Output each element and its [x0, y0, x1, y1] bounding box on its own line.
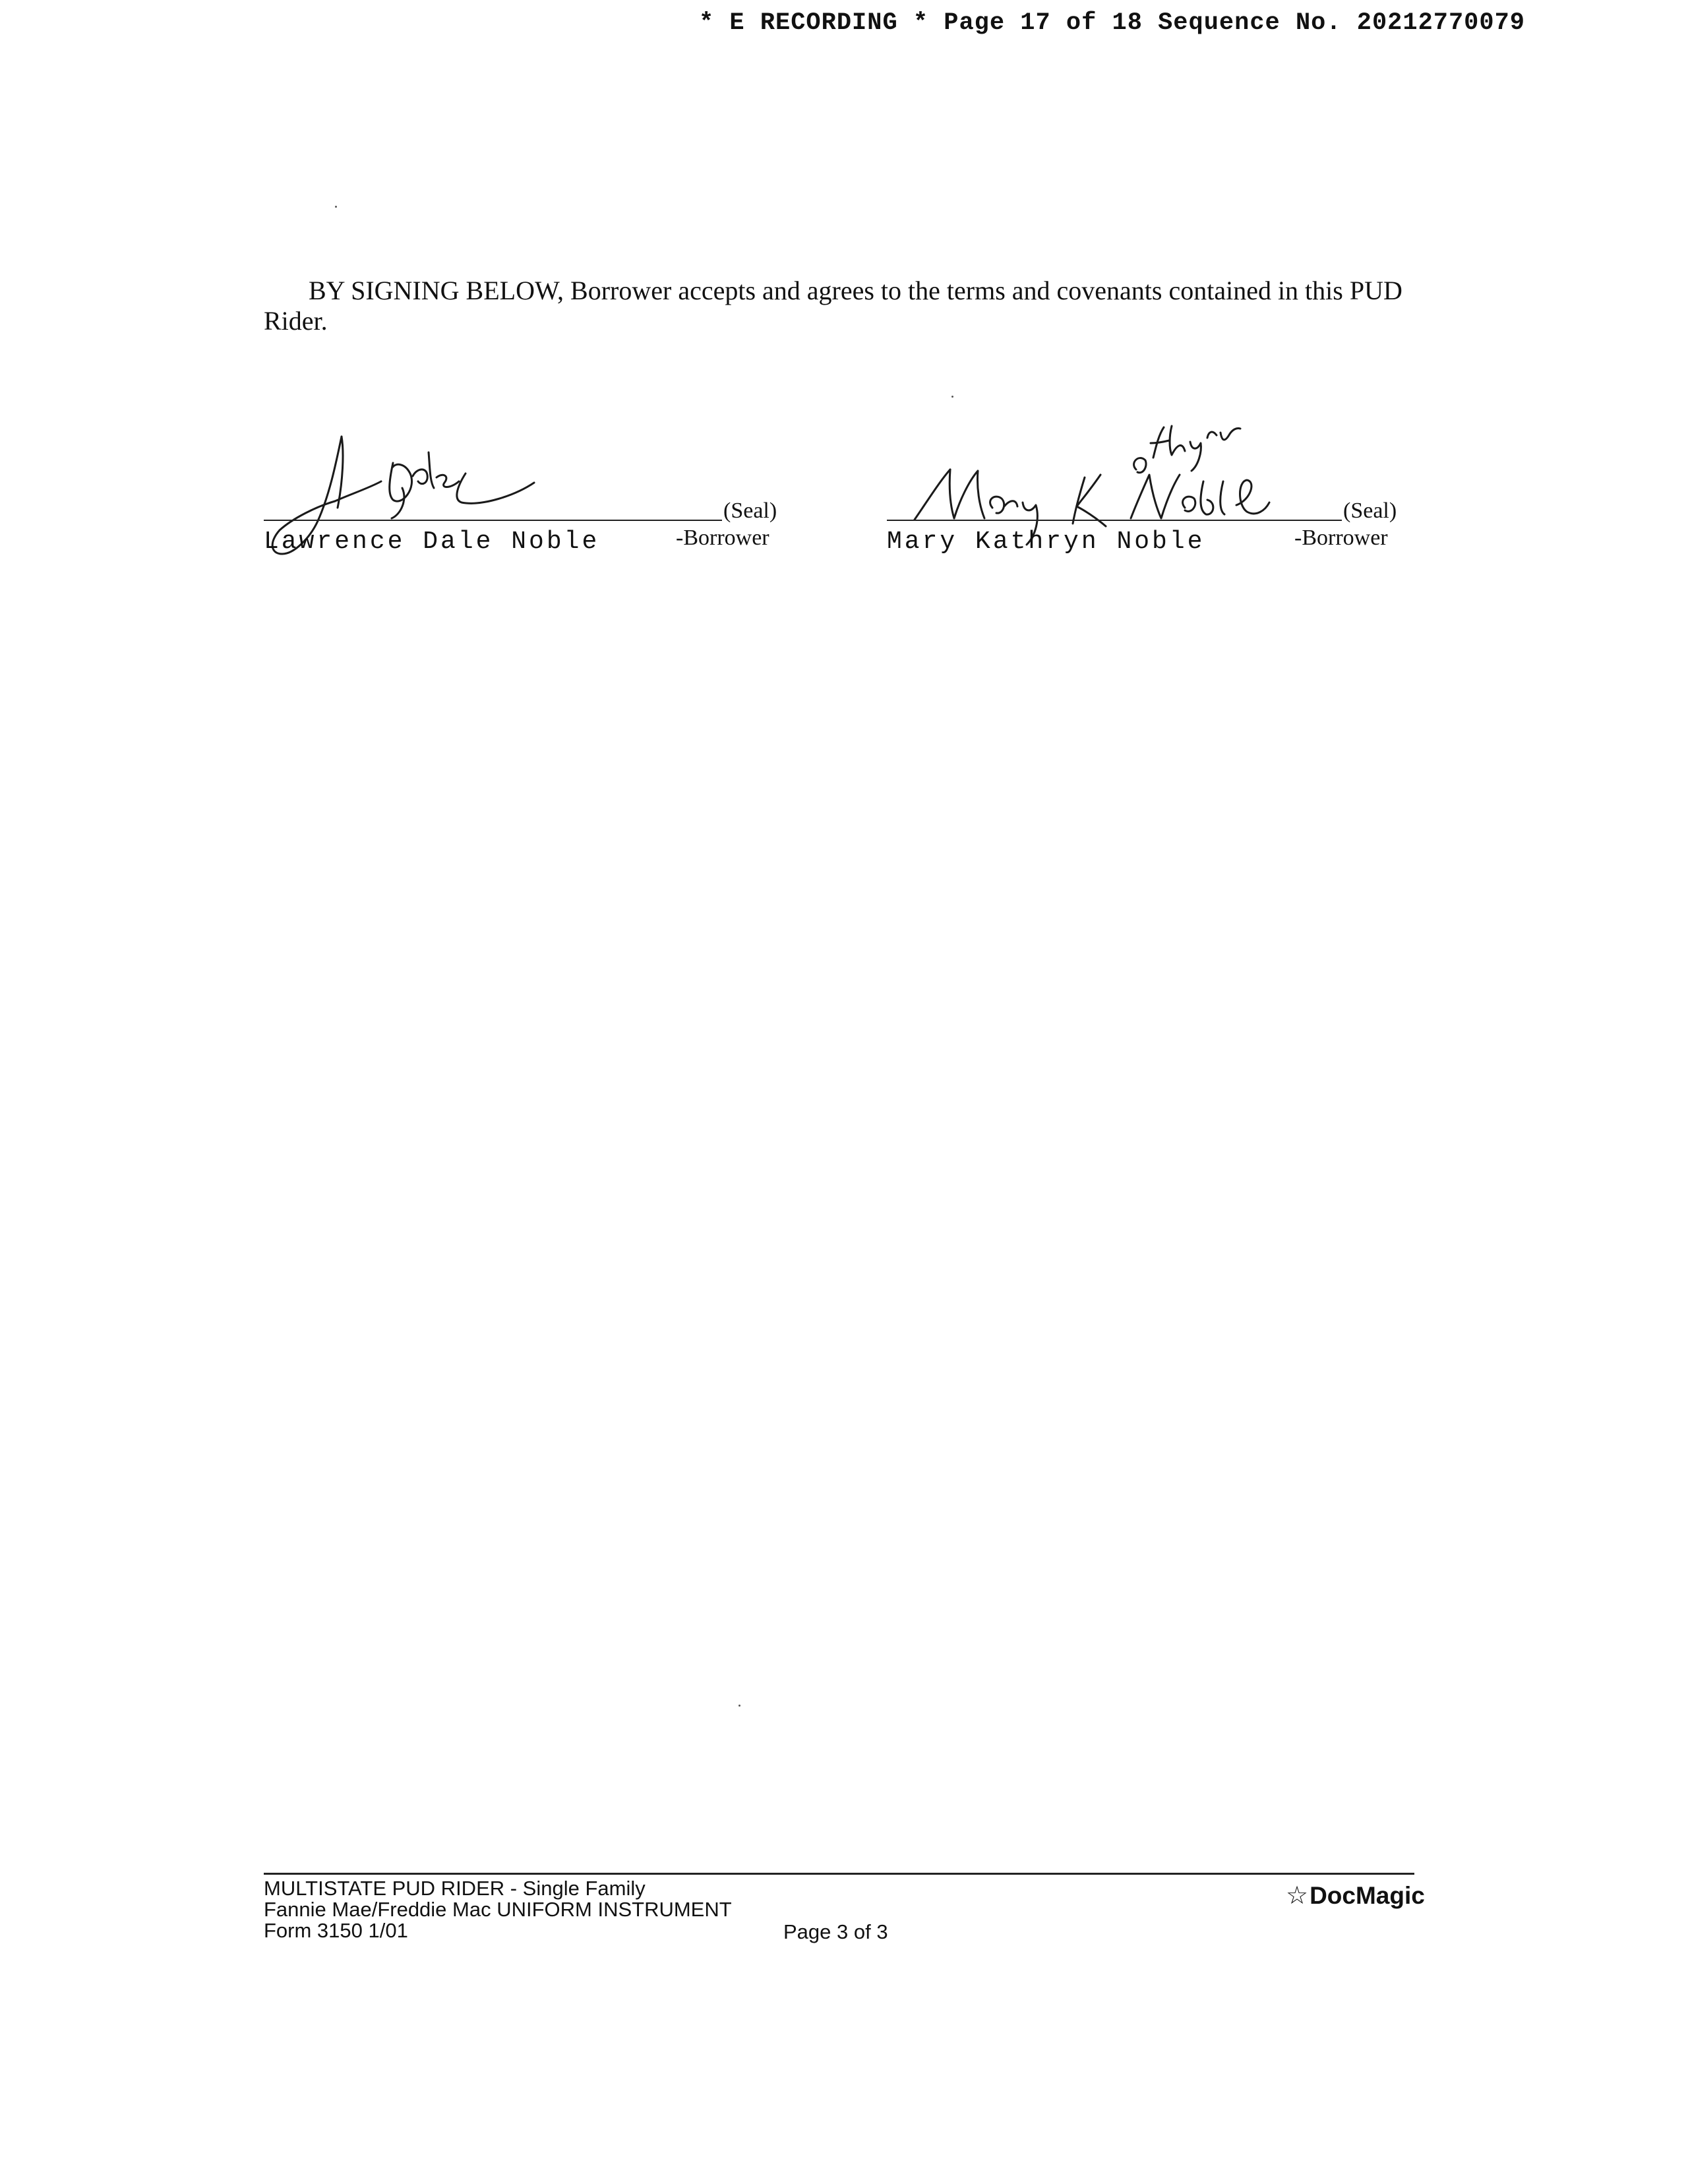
form-number: Form 3150 1/01 [264, 1919, 408, 1942]
statement-line-1: BY SIGNING BELOW, Borrower accepts and agrees to the terms and covenants contained in this PUD [309, 276, 1402, 305]
form-identification [264, 1878, 732, 1941]
signature-line [887, 520, 1342, 521]
scan-speck [335, 206, 337, 208]
page-number: Page 3 of 3 [783, 1920, 888, 1943]
seal-label: (Seal) [723, 499, 777, 523]
recording-header: * E RECORDING * Page 17 of 18 Sequence No. 20212770079 [699, 9, 1525, 37]
statement-line-2: Rider. [264, 306, 328, 336]
signer-role: -Borrower [1294, 526, 1388, 550]
agreement-statement [264, 276, 1424, 336]
signer-name: Lawrence Dale Noble [264, 528, 600, 556]
seal-label: (Seal) [1343, 499, 1397, 523]
form-title: MULTISTATE PUD RIDER - Single Family [264, 1877, 646, 1900]
signature-block-lawrence [264, 389, 791, 567]
brand-name: DocMagic [1310, 1881, 1425, 1909]
scan-speck [738, 1705, 740, 1707]
footer-rule [264, 1873, 1414, 1875]
form-instrument: Fannie Mae/Freddie Mac UNIFORM INSTRUMENT [264, 1898, 732, 1921]
docmagic-logo [1286, 1881, 1425, 1910]
signer-name: Mary Kathryn Noble [887, 528, 1205, 556]
star-icon: ☆ [1286, 1882, 1309, 1910]
signature-block-mary [887, 389, 1414, 567]
signer-role: -Borrower [676, 526, 769, 550]
signature-line [264, 520, 722, 521]
